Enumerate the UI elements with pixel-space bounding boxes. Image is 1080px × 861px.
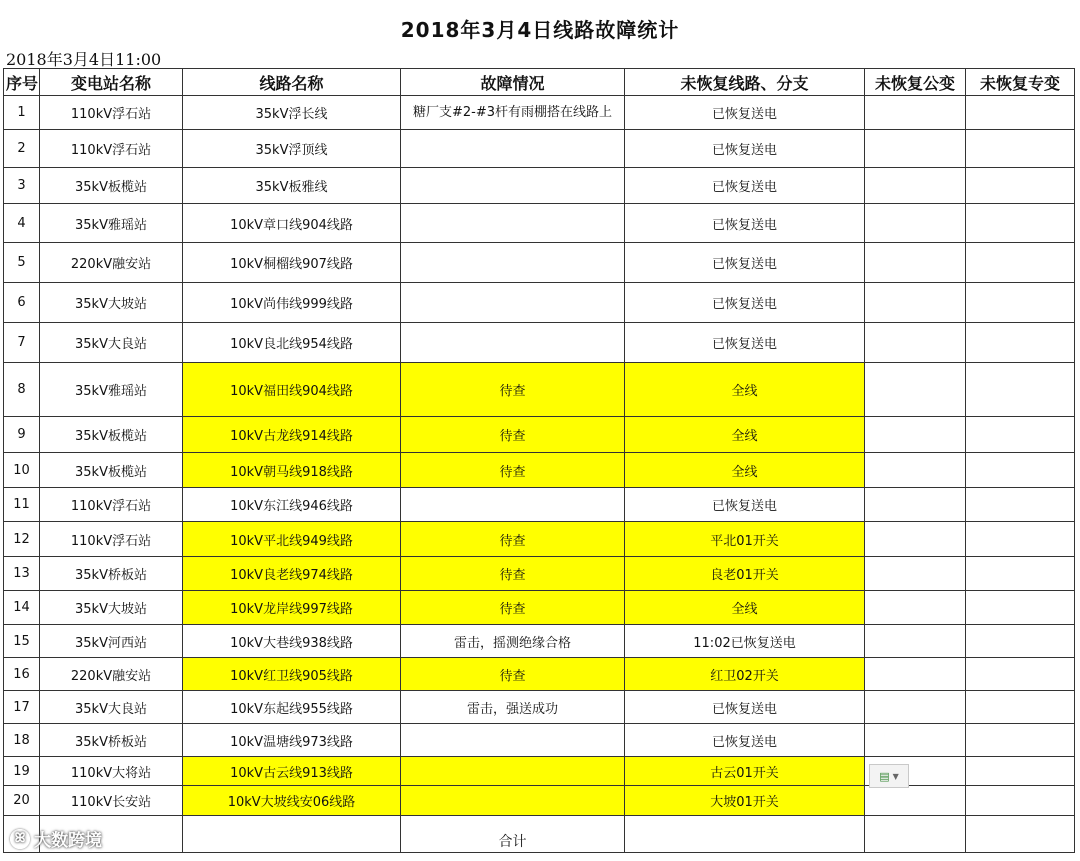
table-cell[interactable]	[401, 816, 625, 853]
table-row	[4, 591, 1075, 625]
table-row	[4, 243, 1075, 283]
row-number[interactable]: 12	[4, 522, 40, 557]
table-cell[interactable]	[966, 724, 1075, 757]
table-cell[interactable]	[966, 658, 1075, 691]
table-cell[interactable]	[401, 786, 625, 816]
row-number[interactable]: 6	[4, 283, 40, 323]
table-cell[interactable]: 10kV平北线949线路	[183, 522, 401, 557]
table-row	[4, 417, 1075, 453]
table-cell[interactable]: 已恢复送电	[625, 691, 865, 724]
table-cell[interactable]	[966, 323, 1075, 363]
table-cell[interactable]: 红卫02开关	[625, 658, 865, 691]
table-cell[interactable]: 雷击，摇测绝缘合格	[401, 625, 625, 658]
table-cell[interactable]: 全线	[625, 417, 865, 453]
table-row	[4, 363, 1075, 417]
table-cell[interactable]: 110kV浮石站	[40, 488, 183, 522]
table-cell[interactable]: 35kV板榄站	[40, 417, 183, 453]
table-cell[interactable]: 已恢复送电	[625, 130, 865, 168]
table-cell[interactable]: 10kV龙岸线997线路	[183, 591, 401, 625]
table-cell[interactable]: 待查	[401, 658, 625, 691]
table-row	[4, 658, 1075, 691]
table-cell[interactable]: 110kV长安站	[40, 786, 183, 816]
table-cell[interactable]: 10kV尚伟线999线路	[183, 283, 401, 323]
row-number[interactable]: 18	[4, 724, 40, 757]
table-row	[4, 724, 1075, 757]
table-cell[interactable]: 35kV浮顶线	[183, 130, 401, 168]
table-cell[interactable]: 糖厂支#2-#3杆有雨棚搭在线路上	[401, 96, 625, 130]
table-cell[interactable]: 已恢复送电	[625, 283, 865, 323]
table-cell[interactable]: 待查	[401, 363, 625, 417]
table-cell[interactable]: 110kV浮石站	[40, 130, 183, 168]
row-number[interactable]: 9	[4, 417, 40, 453]
table-cell[interactable]	[966, 591, 1075, 625]
table-cell[interactable]	[865, 283, 966, 323]
table-cell[interactable]	[966, 522, 1075, 557]
table-cell[interactable]: 待查	[401, 417, 625, 453]
table-cell[interactable]: 已恢复送电	[625, 488, 865, 522]
table-cell[interactable]	[966, 363, 1075, 417]
table-cell[interactable]	[966, 417, 1075, 453]
table-cell[interactable]: 35kV板榄站	[40, 453, 183, 488]
table-cell[interactable]: 35kV浮长线	[183, 96, 401, 130]
table-row	[4, 691, 1075, 724]
table-cell[interactable]: 已恢复送电	[625, 323, 865, 363]
col-header[interactable]: 线路名称	[183, 69, 401, 96]
table-cell[interactable]: 10kV东起线955线路	[183, 691, 401, 724]
table-row	[4, 96, 1075, 130]
row-number[interactable]: 19	[4, 757, 40, 786]
table-cell[interactable]: 古云01开关	[625, 757, 865, 786]
table-cell[interactable]	[865, 204, 966, 243]
table-cell[interactable]	[865, 243, 966, 283]
table-cell[interactable]	[401, 130, 625, 168]
timestamp: 2018年3月4日11:00	[6, 50, 162, 69]
table-cell[interactable]	[401, 323, 625, 363]
table-cell[interactable]: 雷击，强送成功	[401, 691, 625, 724]
table-cell[interactable]: 35kV桥板站	[40, 724, 183, 757]
table-cell[interactable]: 10kV红卫线905线路	[183, 658, 401, 691]
col-header[interactable]: 未恢复专变	[966, 69, 1075, 96]
table-cell[interactable]	[966, 557, 1075, 591]
table-cell[interactable]	[401, 488, 625, 522]
table-cell[interactable]	[865, 557, 966, 591]
table-cell[interactable]: 全线	[625, 363, 865, 417]
col-header[interactable]: 变电站名称	[40, 69, 183, 96]
table-row	[4, 204, 1075, 243]
table-cell[interactable]: 35kV雅瑶站	[40, 363, 183, 417]
table-cell[interactable]	[625, 816, 865, 853]
row-number[interactable]: 3	[4, 168, 40, 204]
row-number[interactable]: 1	[4, 96, 40, 130]
table-row	[4, 323, 1075, 363]
table-cell[interactable]	[865, 453, 966, 488]
table-cell[interactable]: 11:02已恢复送电	[625, 625, 865, 658]
table-cell[interactable]: 110kV大将站	[40, 757, 183, 786]
table-cell[interactable]	[865, 724, 966, 757]
table-cell[interactable]	[401, 283, 625, 323]
row-number[interactable]: 4	[4, 204, 40, 243]
table-cell[interactable]	[865, 417, 966, 453]
total-row	[4, 816, 1075, 853]
table-cell[interactable]	[865, 691, 966, 724]
table-cell[interactable]: 待查	[401, 557, 625, 591]
table-cell[interactable]: 已恢复送电	[625, 724, 865, 757]
table-cell[interactable]: 10kV良北线954线路	[183, 323, 401, 363]
table-row	[4, 453, 1075, 488]
table-cell[interactable]: 35kV雅瑶站	[40, 204, 183, 243]
table-cell[interactable]: 10kV章口线904线路	[183, 204, 401, 243]
table-cell[interactable]: 待查	[401, 591, 625, 625]
table-cell[interactable]	[865, 488, 966, 522]
table-cell[interactable]: 已恢复送电	[625, 96, 865, 130]
table-cell[interactable]: 10kV古云线913线路	[183, 757, 401, 786]
row-number[interactable]: 8	[4, 363, 40, 417]
table-cell[interactable]	[865, 323, 966, 363]
table-cell[interactable]	[966, 757, 1075, 786]
table-cell[interactable]: 全线	[625, 453, 865, 488]
table-cell[interactable]: 35kV大坡站	[40, 283, 183, 323]
table-cell[interactable]: 35kV大良站	[40, 691, 183, 724]
table-row	[4, 557, 1075, 591]
table-cell[interactable]: 10kV大巷线938线路	[183, 625, 401, 658]
row-number[interactable]: 13	[4, 557, 40, 591]
table-cell[interactable]: 35kV大坡站	[40, 591, 183, 625]
table-cell[interactable]	[966, 691, 1075, 724]
table-cell[interactable]	[966, 204, 1075, 243]
col-header[interactable]: 故障情况	[401, 69, 625, 96]
table-cell[interactable]	[966, 816, 1075, 853]
row-number[interactable]: 11	[4, 488, 40, 522]
row-number[interactable]: 10	[4, 453, 40, 488]
table-cell[interactable]: 10kV古龙线914线路	[183, 417, 401, 453]
total-label: 合计	[498, 834, 527, 850]
table-cell[interactable]	[865, 658, 966, 691]
table-cell[interactable]: 35kV桥板站	[40, 557, 183, 591]
table-cell[interactable]: 10kV朝马线918线路	[183, 453, 401, 488]
table-cell[interactable]: 10kV大坡线安06线路	[183, 786, 401, 816]
page-title: 2018年3月4日线路故障统计	[400, 18, 680, 42]
table-cell[interactable]: 10kV良老线974线路	[183, 557, 401, 591]
watermark: ꕤ 大数跨境	[10, 826, 102, 851]
table-row	[4, 168, 1075, 204]
table-cell[interactable]	[865, 625, 966, 658]
table-row	[4, 625, 1075, 658]
table-cell[interactable]: 待查	[401, 453, 625, 488]
table-cell[interactable]	[966, 488, 1075, 522]
table-cell[interactable]: 已恢复送电	[625, 168, 865, 204]
table-cell[interactable]: 110kV浮石站	[40, 522, 183, 557]
fault-table	[3, 68, 1075, 853]
col-header[interactable]: 未恢复线路、分支	[625, 69, 865, 96]
table-cell[interactable]	[966, 96, 1075, 130]
row-number[interactable]: 17	[4, 691, 40, 724]
col-header[interactable]: 未恢复公变	[865, 69, 966, 96]
table-row	[4, 283, 1075, 323]
table-cell[interactable]	[865, 522, 966, 557]
table-row	[4, 130, 1075, 168]
table-row	[4, 757, 1075, 786]
row-number[interactable]: 2	[4, 130, 40, 168]
table-cell[interactable]: 35kV板雅线	[183, 168, 401, 204]
table-cell[interactable]	[966, 168, 1075, 204]
row-number[interactable]: 14	[4, 591, 40, 625]
table-cell[interactable]	[401, 724, 625, 757]
table-row	[4, 786, 1075, 816]
table-cell[interactable]: 10kV东江线946线路	[183, 488, 401, 522]
table-cell[interactable]	[865, 786, 966, 816]
table-row	[4, 522, 1075, 557]
table-cell[interactable]: 待查	[401, 522, 625, 557]
col-header[interactable]: 序号	[4, 69, 40, 96]
table-cell[interactable]	[865, 363, 966, 417]
table-cell[interactable]: 良老01开关	[625, 557, 865, 591]
table-cell[interactable]	[865, 591, 966, 625]
table-cell[interactable]	[401, 243, 625, 283]
table-cell[interactable]	[865, 816, 966, 853]
table-cell[interactable]	[966, 453, 1075, 488]
table-cell[interactable]	[966, 625, 1075, 658]
table-cell[interactable]: 10kV温塘线973线路	[183, 724, 401, 757]
table-cell[interactable]: 35kV板榄站	[40, 168, 183, 204]
table-cell[interactable]	[401, 204, 625, 243]
paste-options-icon[interactable]: ▤ ▼	[869, 764, 909, 788]
table-cell[interactable]: 110kV浮石站	[40, 96, 183, 130]
table-cell[interactable]	[966, 130, 1075, 168]
table-cell[interactable]: 大坡01开关	[625, 786, 865, 816]
table-cell[interactable]: 全线	[625, 591, 865, 625]
table-cell[interactable]	[865, 130, 966, 168]
table-cell[interactable]	[966, 786, 1075, 816]
table-cell[interactable]: 35kV河西站	[40, 625, 183, 658]
table-cell[interactable]: 35kV大良站	[40, 323, 183, 363]
row-number[interactable]: 7	[4, 323, 40, 363]
table-cell[interactable]	[183, 816, 401, 853]
table-cell[interactable]: 220kV融安站	[40, 243, 183, 283]
header-row	[4, 69, 1075, 96]
table-cell[interactable]	[401, 168, 625, 204]
table-cell[interactable]: 已恢复送电	[625, 204, 865, 243]
table-cell[interactable]	[865, 96, 966, 130]
table-cell[interactable]	[966, 283, 1075, 323]
table-cell[interactable]	[401, 757, 625, 786]
row-number[interactable]: 15	[4, 625, 40, 658]
table-cell[interactable]: 220kV融安站	[40, 658, 183, 691]
table-row	[4, 488, 1075, 522]
watermark-logo-icon: ꕤ	[10, 829, 30, 849]
row-number[interactable]: 16	[4, 658, 40, 691]
table-cell[interactable]: 10kV福田线904线路	[183, 363, 401, 417]
row-number[interactable]: 20	[4, 786, 40, 816]
table-cell[interactable]: 已恢复送电	[625, 243, 865, 283]
chevron-down-icon: ▼	[892, 771, 899, 781]
table-cell[interactable]	[966, 243, 1075, 283]
row-number[interactable]: 5	[4, 243, 40, 283]
table-cell[interactable]	[865, 168, 966, 204]
table-cell[interactable]: 10kV桐榴线907线路	[183, 243, 401, 283]
table-cell[interactable]: 平北01开关	[625, 522, 865, 557]
